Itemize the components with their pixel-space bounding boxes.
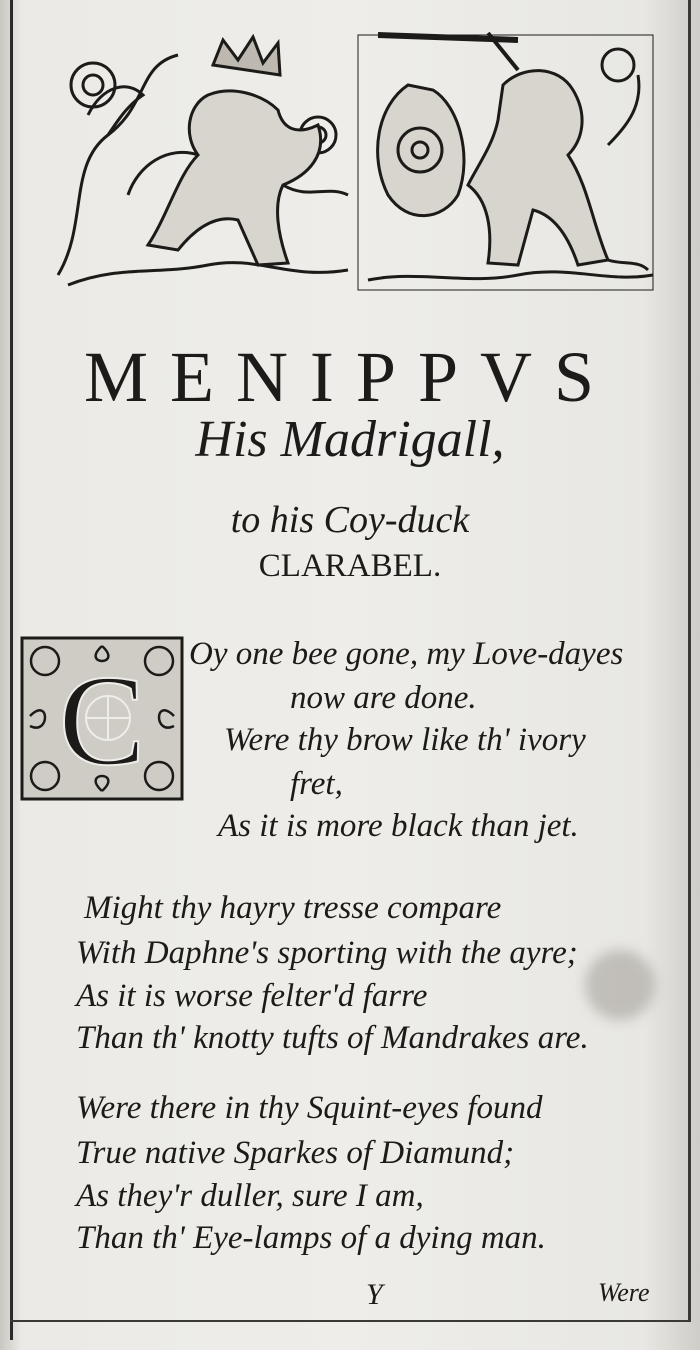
title-dedication: to his Coy-duck: [230, 499, 470, 541]
stanza-2-line-1: Might thy hayry tresse compare: [84, 890, 502, 926]
lion-panel: [58, 37, 348, 285]
catchword: Were: [598, 1278, 650, 1307]
stanza-2-line-2: With Daphne's sporting with the ayre;: [76, 935, 578, 971]
signature-mark: Y: [366, 1278, 383, 1311]
stanza-3-line-1: Were there in thy Squint-eyes found: [76, 1090, 543, 1126]
left-border-rule: [10, 0, 13, 1340]
unicorn-panel: [358, 33, 653, 290]
title-sub: His Madrigall,: [195, 411, 505, 468]
stanza-2-line-3: As it is worse felter'd farre: [76, 978, 428, 1014]
stanza-3-line-4: Than th' Eye-lamps of a dying man.: [76, 1220, 546, 1256]
stanza-1-line-5: As it is more black than jet.: [218, 808, 579, 844]
stanza-3-line-3: As they'r duller, sure I am,: [76, 1178, 424, 1214]
stanza-1-line-3: Were thy brow like th' ivory: [224, 722, 586, 758]
headpiece-ornament-icon: [48, 25, 660, 300]
bottom-border-rule: [10, 1320, 691, 1322]
stanza-1-line-1: Oy one bee gone, my Love-dayes: [189, 636, 624, 672]
initial-letter: C: [58, 649, 146, 793]
stanza-1-line-2: now are done.: [290, 680, 477, 716]
stanza-2-line-4: Than th' knotty tufts of Mandrakes are.: [76, 1020, 589, 1056]
right-border-rule: [688, 0, 691, 1320]
decorated-initial-icon: [20, 636, 184, 801]
stanza-3-line-2: True native Sparkes of Diamund;: [76, 1135, 515, 1171]
title-name: CLARABEL.: [258, 548, 442, 584]
stanza-1-line-4: fret,: [290, 766, 343, 802]
title-main: MENIPPVS: [83, 337, 617, 417]
stain-mark: [585, 950, 655, 1020]
